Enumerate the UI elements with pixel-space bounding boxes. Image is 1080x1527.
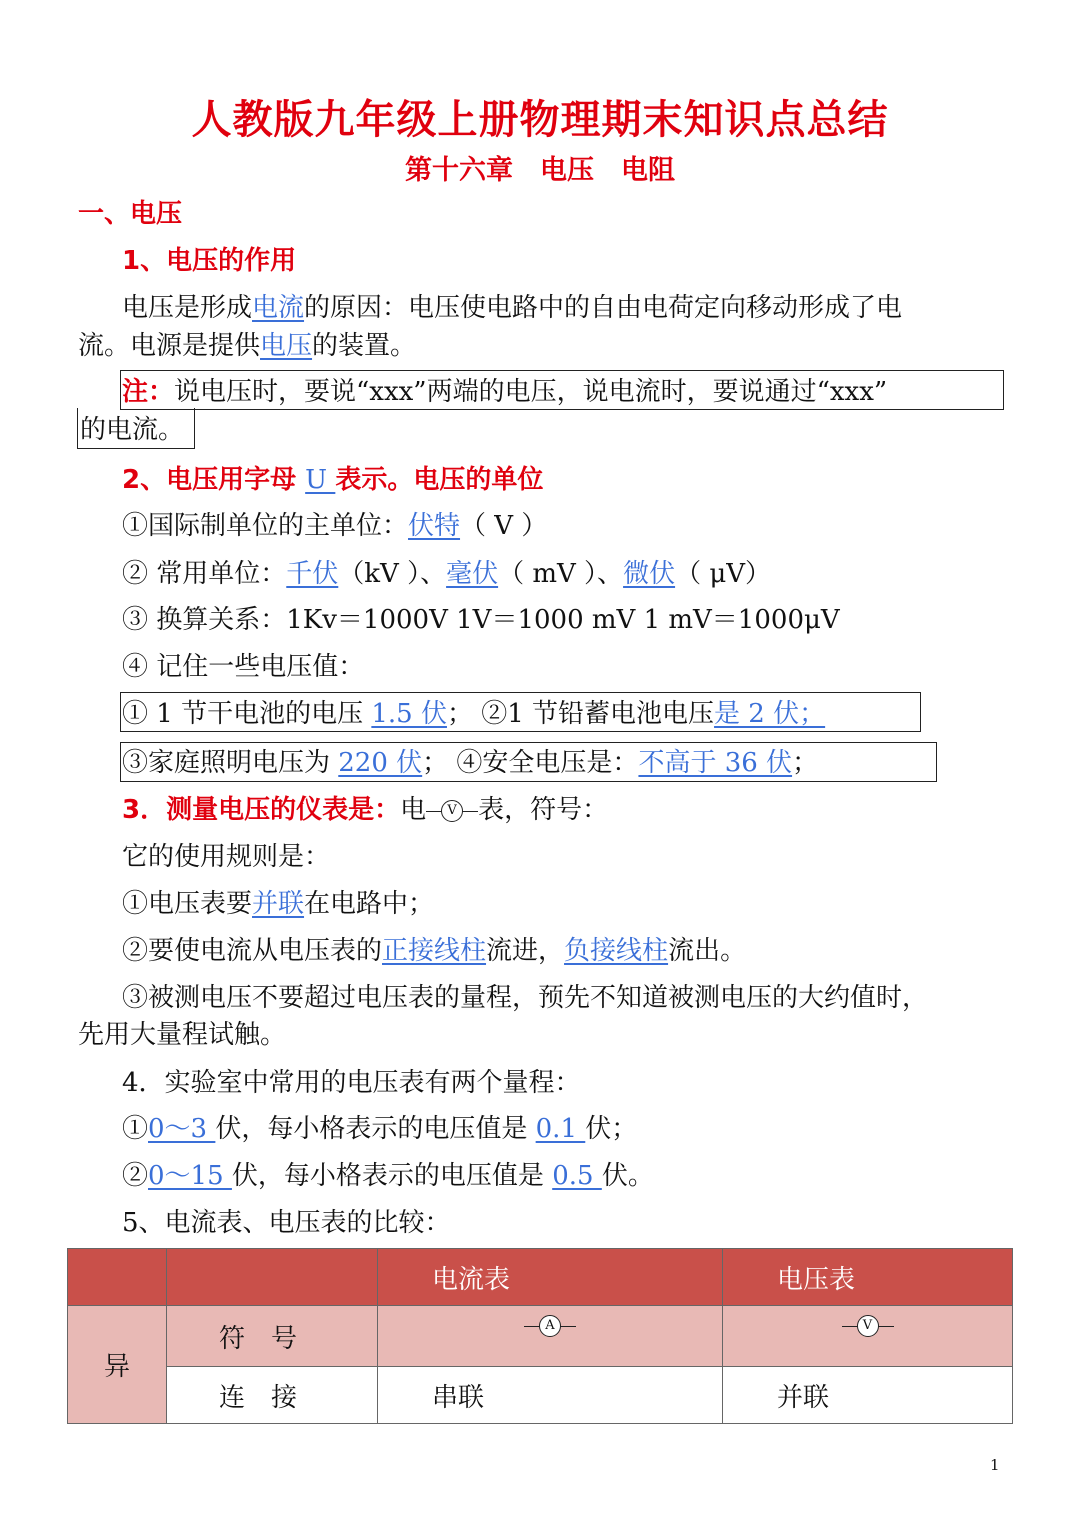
highlight-term: 电压 [260,331,313,361]
highlight-term: 千伏 [286,559,339,589]
unit-line [122,508,547,544]
text: ③家庭照明电压为 [122,748,339,778]
highlight-term: 不高于 36 伏 [638,748,793,778]
voltmeter-symbol-icon [426,798,478,824]
note-label: 注： [122,377,175,407]
table-header-row [68,1249,1013,1306]
table-header-cell [68,1249,167,1306]
rule-line [122,886,434,922]
table-group-cell: 异 [68,1306,167,1424]
value-line [122,696,825,732]
text: （ μV） [675,559,772,589]
text: ①电压表要 [122,889,253,919]
highlight-term: 并联 [252,889,305,919]
highlight-term: 0～15 [148,1161,232,1191]
text: 3．测量电压的仪表是： [122,795,401,825]
note-text: 说电压时，要说“xxx”两端的电压，说电流时，要说通过“xxx” [174,377,888,407]
text: ； [792,748,819,778]
table-cell [723,1306,1013,1367]
symbol-letter: V [857,1315,879,1337]
text: ； ②1 节铅蓄电池电压 [446,699,715,729]
subsection-heading-voltage-role: 1、电压的作用 [122,246,297,276]
chapter-title: 第十六章 电压 电阻 [405,155,675,186]
highlight-term: 0.1 [535,1114,586,1144]
paragraph-line [122,290,902,326]
subsection-heading-units [122,462,543,498]
highlight-term: U [305,465,336,495]
symbol-letter: V [441,800,463,822]
text: （kV ）、 [338,559,447,589]
highlight-term: 1.5 伏 [371,699,447,729]
table-row-label: 符 号 [167,1306,378,1367]
voltmeter-symbol-icon [842,1313,894,1339]
range-heading: 4．实验室中常用的电压表有两个量程： [122,1068,581,1098]
text: ①国际制单位的主单位： [122,511,409,541]
paragraph-line [78,328,416,364]
text: ② [122,1161,149,1191]
text: 表，符号： [478,795,609,825]
table-row [68,1367,1013,1424]
text: （ mV ）、 [498,559,624,589]
table-header-cell [167,1249,378,1306]
rule-line: 它的使用规则是： [122,842,331,872]
text: ②要使电流从电压表的 [122,936,383,966]
page-title: 人教版九年级上册物理期末知识点总结 [191,97,889,143]
highlight-term: 伏特 [408,511,461,541]
ammeter-symbol-icon [524,1313,576,1339]
note-line [122,374,887,410]
text: 电压是形成 [122,293,253,323]
highlight-term: 电流 [252,293,305,323]
text: 伏。 [601,1161,654,1191]
unit-line: ③ 换算关系：1Kv＝1000V 1V＝1000 mV 1 mV＝1000μV [122,605,840,635]
rule-line [122,933,746,969]
unit-line: ④ 记住一些电压值： [122,652,365,682]
text: 2、电压用字母 [122,465,306,495]
value-line [122,745,818,781]
page-number: 1 [990,1456,1000,1474]
table-header-voltmeter: 电压表 [723,1249,1013,1306]
text: 的原因：电压使电路中的自由电荷定向移动形成了电 [304,293,903,323]
highlight-term: 微伏 [623,559,676,589]
text: ① 1 节干电池的电压 [122,699,372,729]
highlight-term: 正接线柱 [382,936,487,966]
subsection-heading-meter [122,792,608,828]
text: 伏，每小格表示的电压值是 [215,1114,536,1144]
symbol-letter: A [539,1315,561,1337]
comparison-table [67,1248,1013,1424]
table-row [68,1306,1013,1367]
highlight-term: 负接线柱 [564,936,669,966]
unit-line [122,556,771,592]
comparison-heading: 5、电流表、电压表的比较： [122,1208,451,1238]
highlight-term: 220 伏 [338,748,423,778]
range-line [122,1158,654,1194]
text: 的装置。 [312,331,417,361]
text: 表示。电压的单位 [335,465,544,495]
text: ； ④安全电压是： [422,748,639,778]
highlight-term: 0.5 [552,1161,602,1191]
text: 流。电源是提供 [78,331,261,361]
rule-line: 先用大量程试触。 [78,1020,287,1050]
section-heading-voltage: 一、电压 [78,199,183,229]
rule-line: ③被测电压不要超过电压表的量程，预先不知道被测电压的大约值时， [122,983,929,1013]
table-header-ammeter: 电流表 [378,1249,723,1306]
range-line [122,1111,637,1147]
table-row-label: 连 接 [167,1367,378,1424]
table-cell [378,1306,723,1367]
text: 伏； [585,1114,638,1144]
table-cell: 串联 [378,1367,723,1424]
text: ① [122,1114,149,1144]
note-line: 的电流。 [80,415,185,445]
text: 在电路中； [304,889,435,919]
text: 伏，每小格表示的电压值是 [231,1161,553,1191]
highlight-term: 是 2 伏； [714,699,826,729]
table-cell: 并联 [723,1367,1013,1424]
text: 电 [400,795,427,825]
highlight-term: 0～3 [148,1114,216,1144]
text: 流进， [486,936,565,966]
text: ② 常用单位： [122,559,287,589]
highlight-term: 毫伏 [446,559,499,589]
text: （ V ） [460,511,548,541]
text: 流出。 [668,936,747,966]
